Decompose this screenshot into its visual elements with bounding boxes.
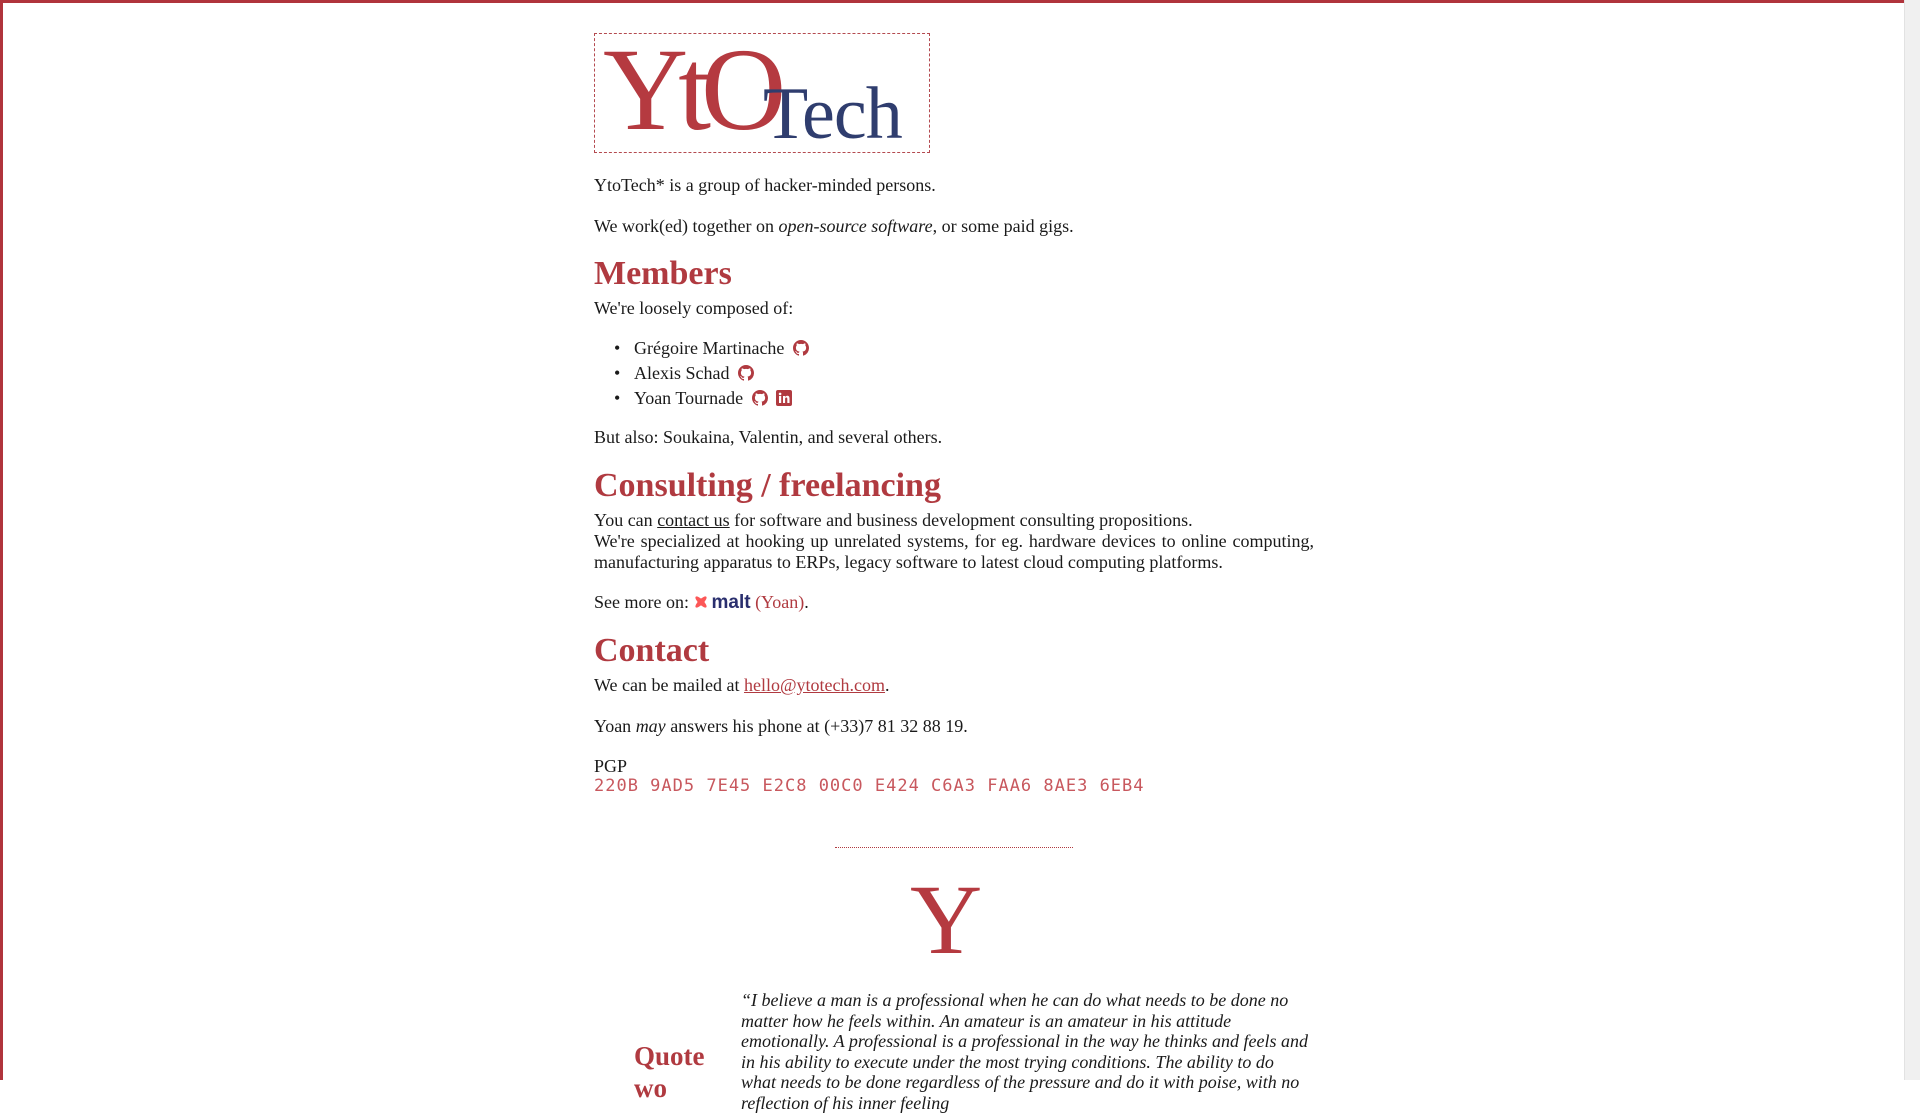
- intro-line-2: [594, 216, 1314, 237]
- contact-mail-end: .: [885, 675, 890, 695]
- see-more-end: .: [804, 592, 809, 612]
- phone-text: Yoan: [594, 716, 636, 736]
- pgp-label: PGP: [594, 756, 628, 776]
- quote-label-line-2: wo: [634, 1073, 667, 1103]
- github-icon[interactable]: [793, 340, 809, 356]
- members-heading: Members: [594, 255, 732, 292]
- malt-logo-text: malt: [711, 592, 751, 613]
- intro-text: We work(ed) together on: [594, 216, 779, 236]
- see-more-line: [594, 592, 1314, 613]
- quote-label: [634, 1040, 705, 1104]
- footer-logo-y: Y: [910, 864, 983, 975]
- contact-phone-line: [594, 716, 1314, 737]
- member-name: Grégoire Martinache: [634, 338, 785, 358]
- email-link[interactable]: hello@ytotech.com: [743, 675, 886, 695]
- member-name: Alexis Schad: [634, 363, 730, 383]
- consulting-specialization: We're specialized at hooking up unrelated systems, for eg. hardware devices to online computing, manufacturing apparatus to ERPs, legacy software to latest cloud computing platforms.: [594, 531, 1314, 572]
- list-item: [634, 361, 809, 386]
- section-divider: [835, 847, 1073, 848]
- consulting-text-end: for software and business development consulting propositions.: [729, 510, 1193, 530]
- github-icon[interactable]: [752, 390, 768, 406]
- contact-mail-line: [594, 675, 1314, 696]
- members-intro: We're loosely composed of:: [594, 298, 794, 318]
- contact-mail-label: We can be mailed at: [594, 675, 744, 695]
- quote-text: “I believe a man is a professional when he can do what needs to be done no matter how he feels within. An amateur is an amateur in his attitude emotionally. A professional is a professional in the way he thinks and feels and in his ability to execute under the most trying conditions. The ability to do what needs to be done regardless of the pressure and do it with poise, with no reflection of his inner feeling: [741, 990, 1308, 1113]
- consulting-text: You can: [594, 510, 658, 530]
- quote-label-line-1: Quote: [634, 1041, 705, 1071]
- logo-tech: Tech: [763, 73, 902, 155]
- phone-emphasis: may: [635, 716, 666, 736]
- contact-us-link[interactable]: contact us: [657, 510, 730, 530]
- malt-link[interactable]: [693, 592, 804, 612]
- intro-emphasis: open-source software: [778, 216, 933, 236]
- list-item: [634, 386, 809, 411]
- linkedin-icon[interactable]: [776, 390, 792, 406]
- logo-yto: YtO: [603, 24, 777, 155]
- malt-profile-name: (Yoan): [755, 592, 805, 612]
- phone-text-end: answers his phone at (+33)7 81 32 88 19.: [665, 716, 968, 736]
- malt-flower-icon: [693, 594, 709, 610]
- intro-line-1: YtoTech* is a group of hacker-minded persons.: [594, 175, 936, 195]
- members-list: [634, 336, 809, 411]
- window-left-border: [0, 0, 3, 1080]
- consulting-heading: Consulting / freelancing: [594, 467, 941, 504]
- contact-heading: Contact: [594, 632, 710, 669]
- list-item: [634, 336, 809, 361]
- intro-text-end: , or some paid gigs.: [932, 216, 1074, 236]
- site-logo[interactable]: [594, 24, 930, 155]
- members-also: But also: Soukaina, Valentin, and several others.: [594, 427, 943, 447]
- consulting-contact-line: [594, 510, 1314, 531]
- github-icon[interactable]: [738, 365, 754, 381]
- see-more-label: See more on:: [594, 592, 694, 612]
- window-top-border: [0, 0, 1905, 3]
- member-name: Yoan Tournade: [634, 388, 744, 408]
- vertical-scrollbar[interactable]: [1904, 0, 1920, 1080]
- pgp-fingerprint: 220B 9AD5 7E45 E2C8 00C0 E424 C6A3 FAA6 8AE3 6EB4: [594, 776, 1145, 796]
